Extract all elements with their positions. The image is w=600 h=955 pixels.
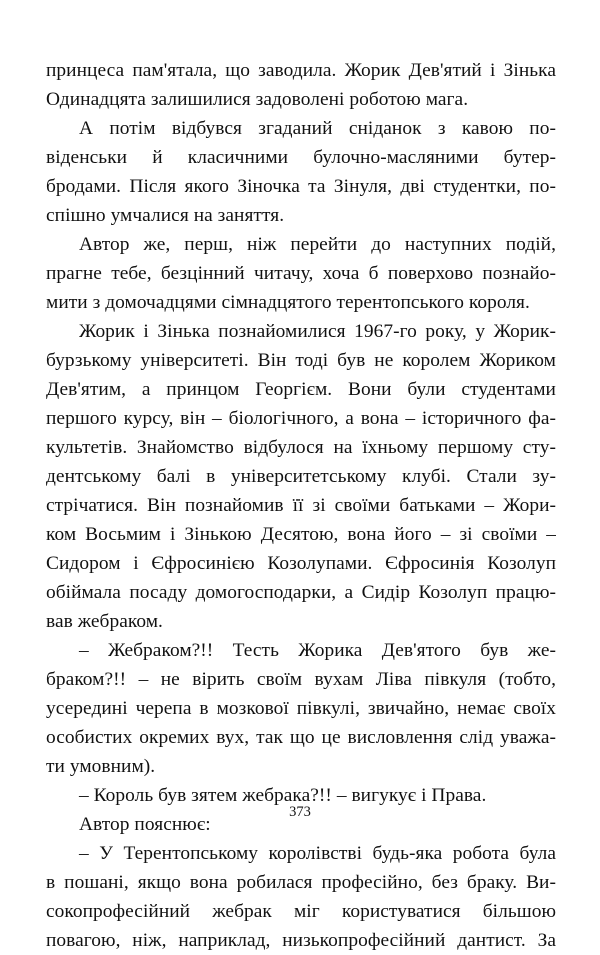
text-line: А потім відбувся згаданий сніданок з кавою по- [79,118,556,139]
text-line: ком Восьмим і Зінькою Десятою, вона його – зі своїми – [46,524,556,545]
page-number: 373 [289,804,311,820]
text-line: віденськи й класичними булочно-масляними бутер- [46,147,556,168]
text-line: дентському балі в університетському клубі. Стали зу- [46,466,556,487]
text-line: – Король був зятем жебрака?!! – вигукує і Права. [79,785,487,806]
text-line: Одинадцята залишилися задоволені роботою мага. [46,89,469,110]
text-line: обіймала посаду домогосподарки, а Сидір Козолуп працю- [46,582,556,603]
text-line: особистих окремих вух, так що це висловлення слід уважа- [46,727,556,748]
text-line: – Жебраком?!! Тесть Жорика Дев'ятого був же- [79,640,556,661]
text-line: принцеса пам'ятала, що заводила. Жорик Дев'ятий і Зінька [46,60,556,81]
text-line: вав жебраком. [46,611,163,632]
text-line: першого курсу, він – біологічного, а вона – історичного фа- [46,408,556,429]
text-line: браком?!! – не вірить своїм вухам Ліва півкуля (тобто, [46,669,556,690]
text-line: повагою, ніж, наприклад, низькопрофесійний дантист. За [46,930,556,951]
text-line: бурзькому університеті. Він тоді був не королем Жориком [46,350,556,371]
text-line: – У Терентопському королівстві будь-яка робота була [79,843,556,864]
text-line: Жорик і Зінька познайомилися 1967-го року, у Жорик- [79,321,556,342]
text-line: Автор пояснює: [79,814,211,835]
text-line: стрічатися. Він познайомив її зі своїми батьками – Жори- [46,495,556,516]
text-line: спішно умчалися на заняття. [46,205,285,226]
text-line: прагне тебе, безцінний читачу, хоча б поверхово познайо- [46,263,556,284]
text-line: мити з домочадцями сімнадцятого терентопського короля. [46,292,530,313]
text-line: в пошані, якщо вона робилася професійно, без браку. Ви- [46,872,556,893]
text-line: Сидором і Єфросинією Козолупами. Єфросинія Козолуп [46,553,556,574]
text-line: ти умовним). [46,756,156,777]
text-line: Дев'ятим, а принцом Георгієм. Вони були студентами [46,379,556,400]
text-line: бродами. Після якого Зіночка та Зінуля, дві студентки, по- [46,176,556,197]
text-line: усередині черепа в мозкової півкулі, звичайно, немає своїх [46,698,556,719]
text-line: сокопрофесійний жебрак міг користуватися більшою [46,901,556,922]
text-line: Автор же, перш, ніж перейти до наступних подій, [79,234,556,255]
text-line: культетів. Знайомство відбулося на їхньому першому сту- [46,437,556,458]
